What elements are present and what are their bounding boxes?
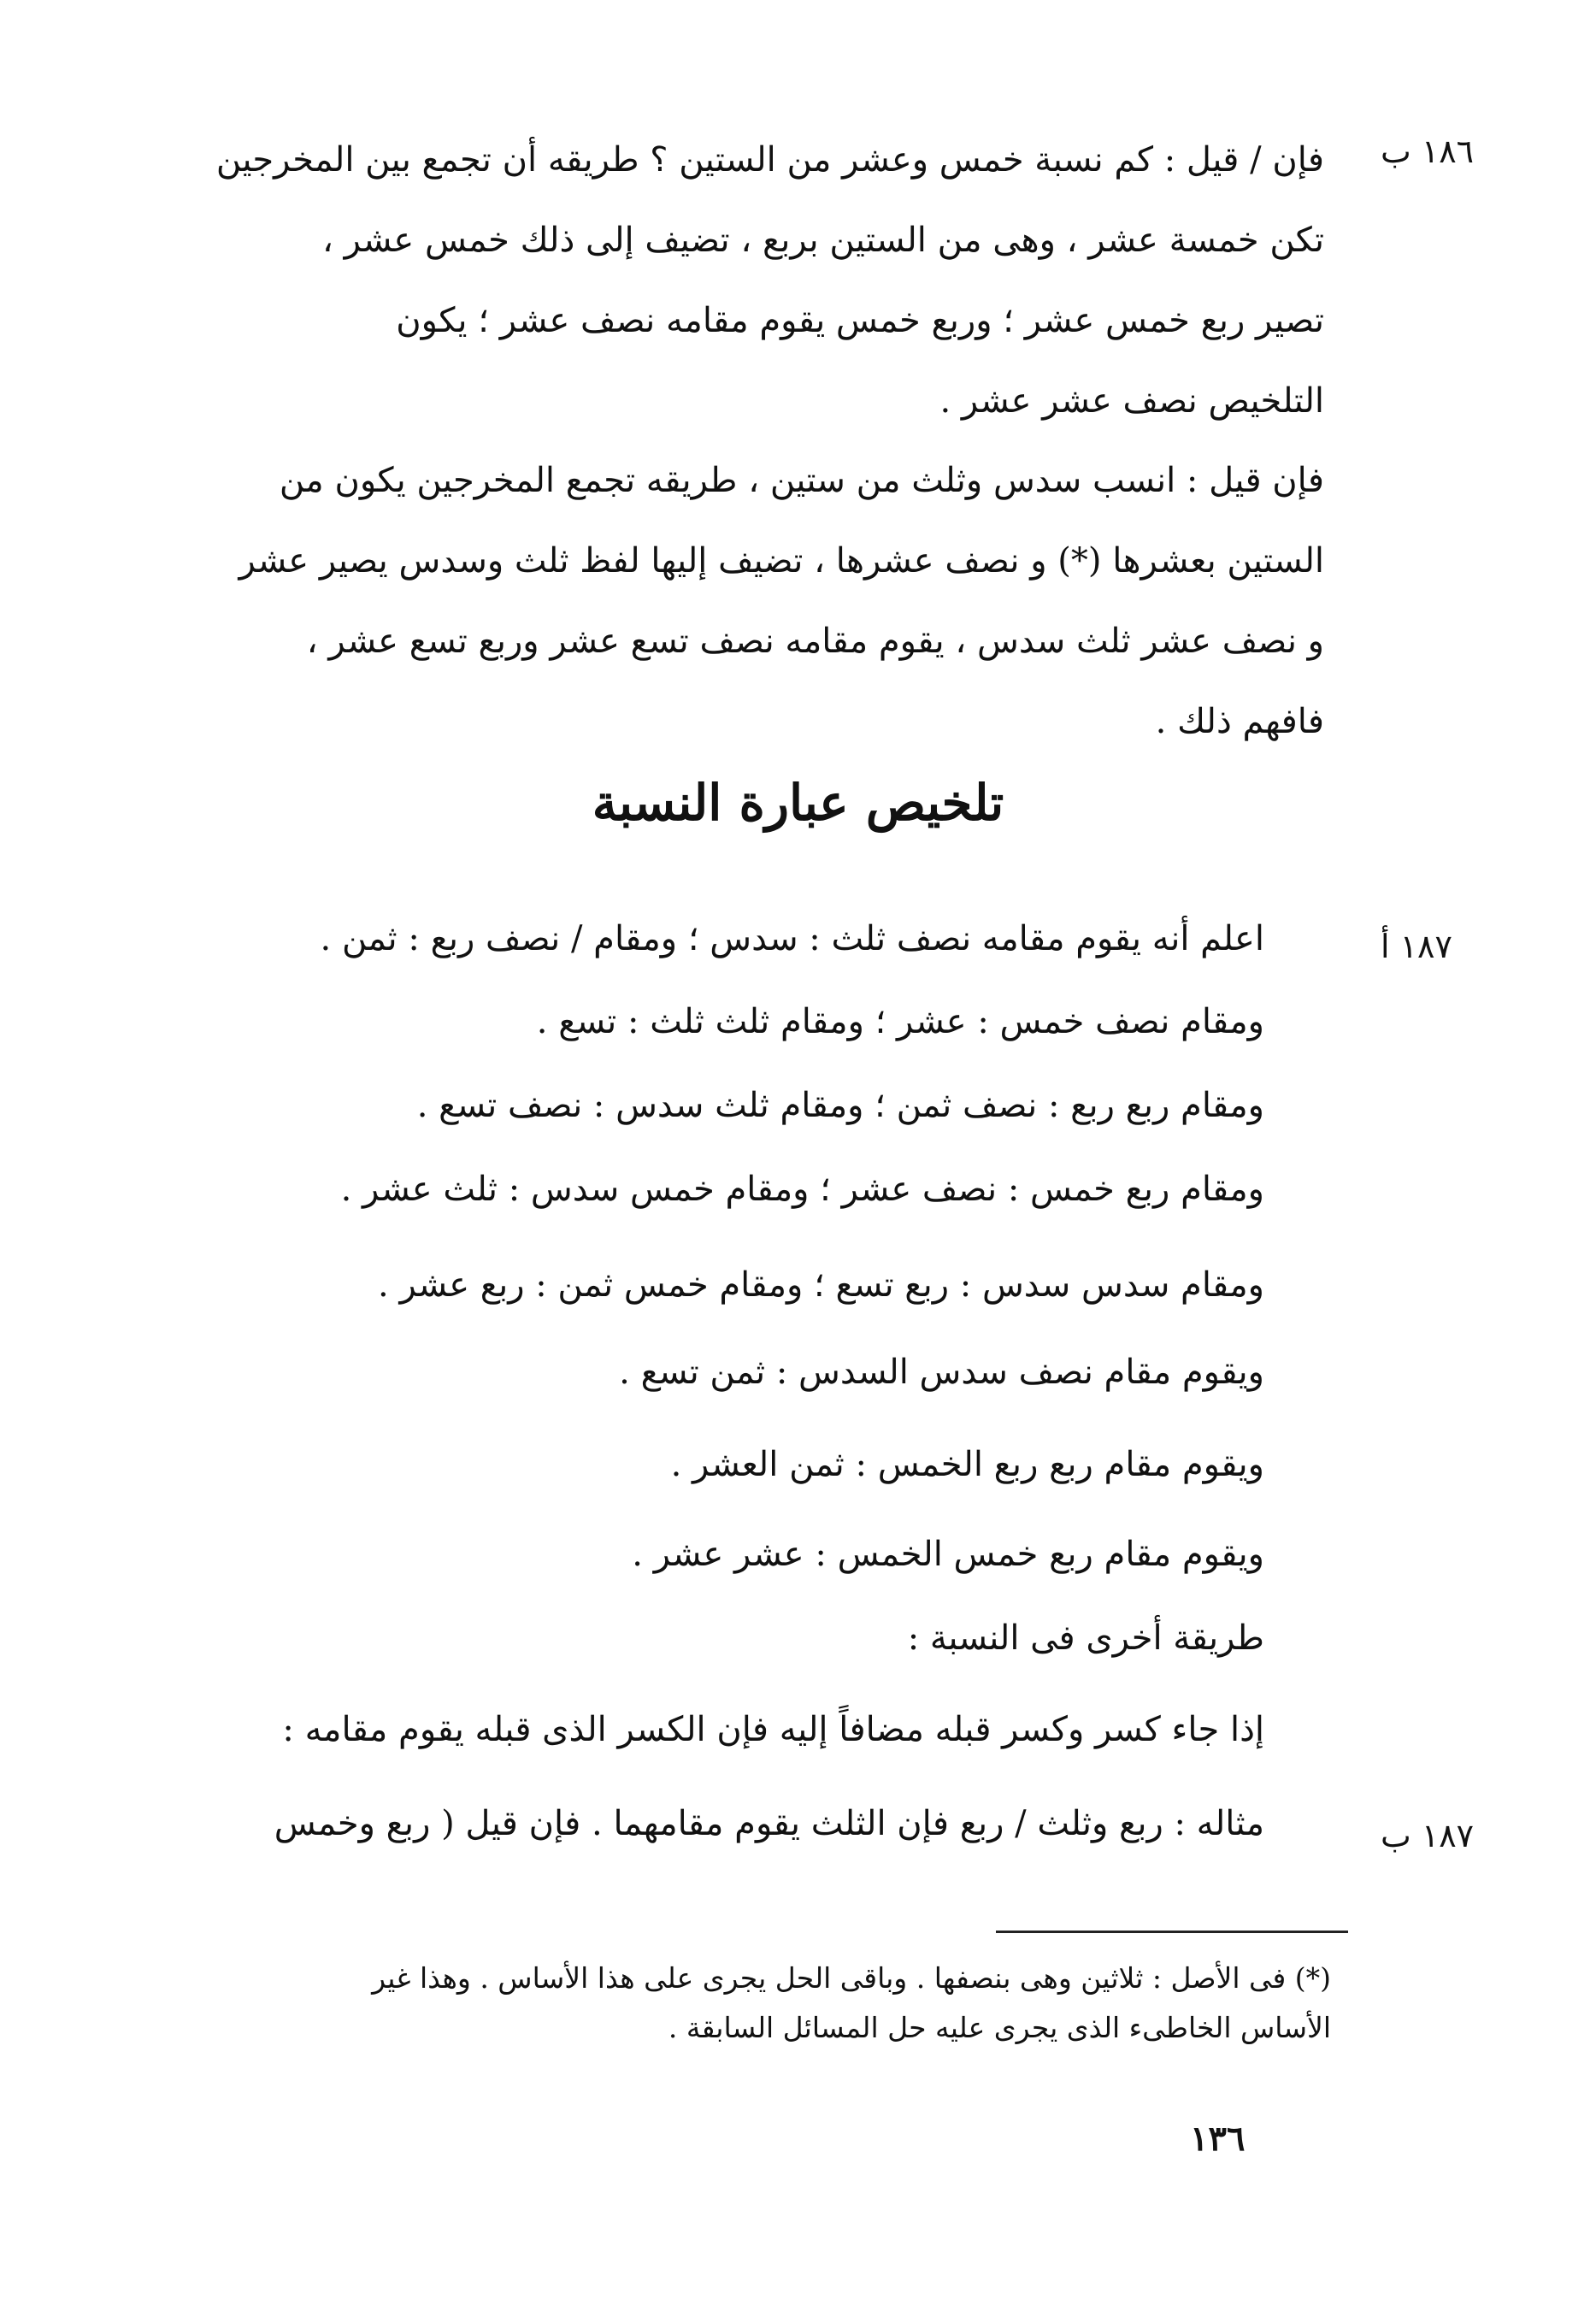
list-line: ومقام ربع ربع : نصف ثمن ؛ ومقام ثلث سدس : نصف تسع .	[416, 1086, 1264, 1125]
paragraph-2-line: فإن قيل : انسب سدس وثلث من ستين ، طريقه تجمع المخرجين يكون من	[279, 461, 1324, 500]
footnote-line: (*) فى الأصل : ثلاثين وهى بنصفها . وباقى الحل يجرى على هذا الأساس . وهذا غير	[372, 1961, 1331, 1995]
list-line: ومقام ربع خمس : نصف عشر ؛ ومقام خمس سدس : ثلث عشر .	[340, 1170, 1264, 1209]
page-number: ١٣٦	[1190, 2119, 1246, 2159]
paragraph-2-line: و نصف عشر ثلث سدس ، يقوم مقامه نصف تسع عشر وربع تسع عشر ،	[306, 622, 1324, 661]
section-heading: تلخيص عبارة النسبة	[592, 774, 1004, 832]
margin-folio-187b: ١٨٧ ب	[1381, 1817, 1475, 1854]
list-line: ومقام نصف خمس : عشر ؛ ومقام ثلث ثلث : تسع .	[536, 1002, 1264, 1041]
list-line: ويقوم مقام ربع خمس الخمس : عشر عشر .	[632, 1535, 1264, 1574]
margin-folio-186b: ١٨٦ ب	[1381, 133, 1475, 170]
footnote-line: الأساس الخاطىء الذى يجرى عليه حل المسائل السابقة .	[668, 2011, 1331, 2044]
list-line: إذا جاء كسر وكسر قبله مضافاً إليه فإن الكسر الذى قبله يقوم مقامه :	[282, 1710, 1264, 1749]
paragraph-1-line: التلخيص نصف عشر عشر .	[939, 381, 1324, 421]
list-line: طريقة أخرى فى النسبة :	[907, 1618, 1264, 1658]
paragraph-2-line: فافهم ذلك .	[1155, 702, 1324, 741]
list-line: ومقام سدس سدس : ربع تسع ؛ ومقام خمس ثمن : ربع عشر .	[378, 1265, 1264, 1305]
list-line: اعلم أنه يقوم مقامه نصف ثلث : سدس ؛ ومقام / نصف ربع : ثمن .	[320, 919, 1264, 958]
paragraph-1-line: تكن خمسة عشر ، وهى من الستين بربع ، تضيف إلى ذلك خمس عشر ،	[322, 221, 1324, 260]
footnote	[203, 1954, 1331, 2053]
margin-folio-187a: ١٨٧ أ	[1381, 928, 1452, 965]
paragraph-1-line: فإن / قيل : كم نسبة خمس وعشر من الستين ؟ طريقه أن تجمع بين المخرجين	[215, 140, 1324, 180]
paragraph-1-line: تصير ربع خمس عشر ؛ وربع خمس يقوم مقامه نصف عشر ؛ يكون	[396, 301, 1324, 340]
paragraph-2-line: الستين بعشرها (*) و نصف عشرها ، تضيف إليها لفظ ثلث وسدس يصير عشر	[239, 541, 1324, 581]
list-line: مثاله : ربع وثلث / ربع فإن الثلث يقوم مقامهما . فإن قيل ( ربع وخمس	[274, 1804, 1264, 1843]
footnote-divider	[996, 1931, 1348, 1933]
list-line: ويقوم مقام ربع ربع الخمس : ثمن العشر .	[670, 1445, 1264, 1484]
list-line: ويقوم مقام نصف سدس السدس : ثمن تسع .	[619, 1353, 1264, 1392]
